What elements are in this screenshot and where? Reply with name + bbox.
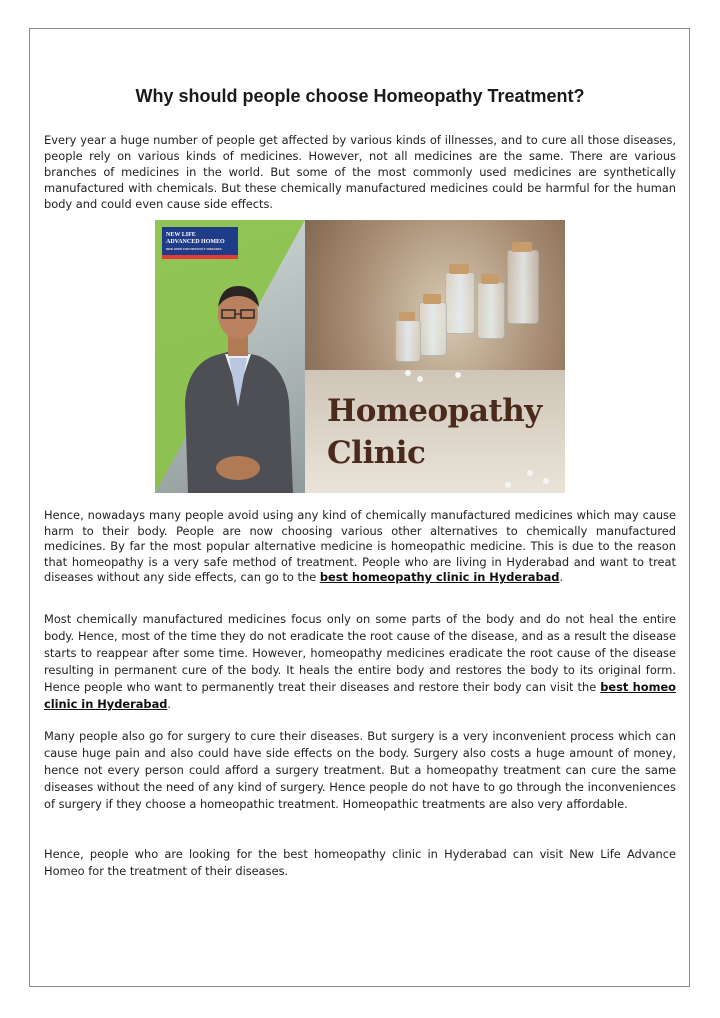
bottle-graphic [507, 250, 539, 324]
paragraph-root-cause-end: . [167, 697, 172, 711]
bottle-graphic [477, 282, 505, 339]
bottle-graphic [395, 320, 421, 362]
paragraph-root-cause-text: Most chemically manufactured medicines focus only on some parts of the body and do not heal the entire body. Hence, most of the time they do not eradicate the root cause of the disease, and as a result the disease starts to reappear after some time. However, homeopathy medicines eradicate the root cause of the disease resulting in permanent cure of the body. It heals the entire body and restores the body to its original form. Hence people who want to permanently treat their diseases and restore their body can visit the [44, 612, 676, 694]
bottle-graphic [445, 272, 475, 334]
new-life-advanced-homeo-logo [162, 227, 238, 259]
paragraph-root-cause [44, 611, 676, 713]
doctor-portrait-graphic [173, 272, 303, 493]
paragraph-alternatives-text: Hence, nowadays many people avoid using any kind of chemically manufactured medicines which may cause harm to their body. People are now choosing various other alternatives to chemically manufactured medicines. By far the most popular alternative medicine is homeopathic medicine. This is due to the reason that homeopathy is a very safe method of treatment. People who are living in Hyderabad and want to treat diseases without any side effects, can go to the [44, 508, 676, 584]
paragraph-alternatives [44, 508, 676, 586]
banner-caption-line-2: Clinic [327, 435, 426, 471]
bottle-cork-graphic [449, 264, 469, 274]
pill-graphic [543, 478, 549, 484]
best-homeopathy-clinic-link[interactable]: best homeopathy clinic in Hyderabad [319, 570, 560, 584]
homeopathy-clinic-banner-image [155, 220, 565, 493]
paragraph-conclusion: Hence, people who are looking for the best homeopathy clinic in Hyderabad can visit New Life Advance Homeo for the treatment of their diseases. [44, 847, 676, 878]
bottle-cork-graphic [423, 294, 441, 304]
bottle-cork-graphic [512, 242, 532, 252]
pill-graphic [417, 376, 423, 382]
paragraph-alternatives-end: . [559, 570, 564, 584]
best-homeo-clinic-link[interactable]: best homeo clinic in Hyderabad [44, 680, 676, 711]
bottle-graphic [419, 302, 447, 356]
page-title: Why should people choose Homeopathy Treatment? [135, 86, 585, 106]
bottle-cork-graphic [481, 274, 499, 284]
banner-caption [327, 390, 542, 474]
pill-graphic [505, 482, 511, 488]
bottle-cork-graphic [399, 312, 415, 321]
pill-graphic [455, 372, 461, 378]
paragraph-surgery: Many people also go for surgery to cure their diseases. But surgery is a very inconvenient process which can cause huge pain and also could have side effects on the body. Surgery also costs a huge amount of money, hence not every person could afford a surgery treatment. But a homeopathy treatment can cure the same diseases without the need of any kind of surgery. Hence people do not have to go through the inconveniences of surgery if they choose a homeopathic treatment. Homeopathic treatments are also very affordable. [44, 729, 676, 811]
intro-paragraph: Every year a huge number of people get affected by various kinds of illnesses, and to cure all those diseases, people rely on various kinds of medicines. However, not all medicines are the same. There are various branches of medicines in the world. But some of the most commonly used medicines are synthetically manufactured with chemicals. But these chemically manufactured medicines could be harmful for the human body and could even cause side effects. [44, 133, 676, 211]
pill-graphic [405, 370, 411, 376]
logo-line-1: NEW LIFE [166, 232, 196, 238]
logo-line-2: ADVANCED HOMEO [166, 239, 225, 245]
logo-tagline: NEW HOPE FOR DIFFICULT DISEASES [166, 247, 222, 251]
banner-caption-line-1: Homeopathy [327, 393, 542, 429]
